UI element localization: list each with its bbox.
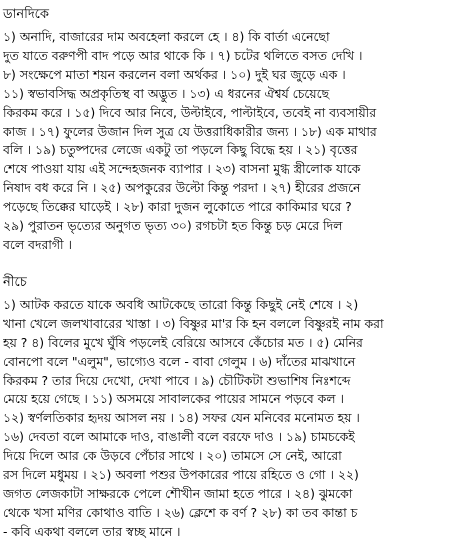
across-clue-line: বলে বদরাগী । [3,236,72,252]
down-heading: নীচে [3,274,27,290]
across-clue-line: নিষাদ বধ করে নি । ২৫) অপকুরের উল্টো কিন্তু পরদা । ২৭) হীরের প্রজনে [3,180,361,196]
down-clues [3,296,452,542]
down-clue-line: মেয়ে হয়ে গেছে । ১১) অসময়ে সাবালকের পায়ের সামনে পড়বে কল । [3,391,344,407]
down-clue-line: ১২) স্বর্ণলতিকার হৃদয় আসল নয় । ১৪) সফর যেন মনিবের মনোমত হয় । [3,410,360,426]
across-clue-line: ২৯) পুরাতন ভৃত্যের অনুগত ভৃত্য ৩০) রগচটা হত কিন্তু চড় মেরে দিল [3,218,343,234]
down-clue-line: ১) আটক করতে যাকে অবধি আটকেছে তারো কিন্তু কিছুই নেই শেষে । ২) [3,296,359,312]
across-heading: ডানদিকে [3,7,49,22]
down-clue-line: কিরকম ? তার দিয়ে দেখো, দেখা পাবে । ৯) চৌটিকটা শুভাশিষ নিঃশব্দে [3,372,351,388]
across-clue-line: পড়েছে তিক্কের ঘাড়েই । ২৮) কারা দুজন লুকোতে পারে কাকিমার ঘরে ? [3,199,352,215]
down-clue-line: ১৬) দেবতা বলে আমাকে দাও, বাঙালী বলে বরফে দাও । ১৯) চামচকেই [3,429,355,445]
across-clue-line: কাজ । ১৭) ফুলের উজান দিল সুত্র যে উত্তরাধিকারীর জন্য । ১৮) এক মাথার [3,123,377,139]
across-clues [3,28,452,255]
down-clue-line: বোনপো বলে "এলুম", ভাগ্যেও বলে - বাবা গেলুম । ৬) দাঁতের মাঝখানে [3,353,356,369]
down-clue-line: জগত লেজকাটা সাক্ষরকে পেলে শৌখীন জামা হতে পারে । ২৪) ঝুমকো [3,485,353,501]
across-clue-line: বলি । ১৯) চতুষ্পদের লেজে একটু তা পড়লে কিছু বিদ্ধে হয় । ২১) বৃত্তের [3,142,358,158]
down-clue-line: হয় ? ৪) বিলের মুখে ঘুঁষি পড়লেই বেরিয়ে আসবে কেঁচোর মত । ৫) মেনির [3,334,363,350]
down-clue-line: রস দিলে মধুময় । ২১) অবলা পশুর উপকারের পায়ে রহিতে ও গো । ২২) [3,467,359,483]
down-clue-line: থেকে খসা মণির কোথাও বাতি । ২৬) ক্লেশে ক বর্ণ ? ২৮) কা তব কান্তা চ [3,504,358,520]
across-clue-line: দুত যাতে বরুণপী বাদ পড়ে আর থাকে কি । ৭) চটের থলিতে বসত দেখি । [3,47,363,63]
across-clue-line: ১) অনাদি, বাজারের দাম অবহেলা করলে হে । ৪) কি বার্তা এনেছো [3,29,330,44]
across-clue-line: ১১) স্বভাবসিদ্ধ অপ্রকৃতিস্থ বা অদ্ভুত । ১৩) এ ধরনের ঐশ্বর্য চেয়েছে [3,85,330,101]
down-clue-line: দিয়ে দিলে আর কে উড়বে পেঁচার সাথে । ২০) তামসে সে নেই, আরো [3,448,342,464]
down-clue-line: - কবি একথা বললে তার স্বচ্ছ মানে । [3,523,181,539]
across-clue-line: কিরকম করে । ১৫) দিবে আর নিবে, উল্টাইবে, পাল্টাইবে, তবেই না ব্যবসায়ীর [3,104,377,120]
down-clue-line: খানা খেলে জলখাবারের খাস্তা । ৩) বিষ্ণুর মা'র কি হন বললে বিষ্ণুরই নাম করা [3,315,384,331]
across-clue-line: শেষে পাওয়া যায় এই সন্দেহজনক ব্যাপার । ২৩) বাসনা মুগ্ধ স্ত্রীলোক যাকে [3,161,361,177]
spacer [3,255,452,274]
across-clue-line: ৮) সংক্ষেপে মাতা শয়ন করলেন বলা অর্থকর । ১০) দুই ঘর জুড়ে এক । [3,66,346,82]
